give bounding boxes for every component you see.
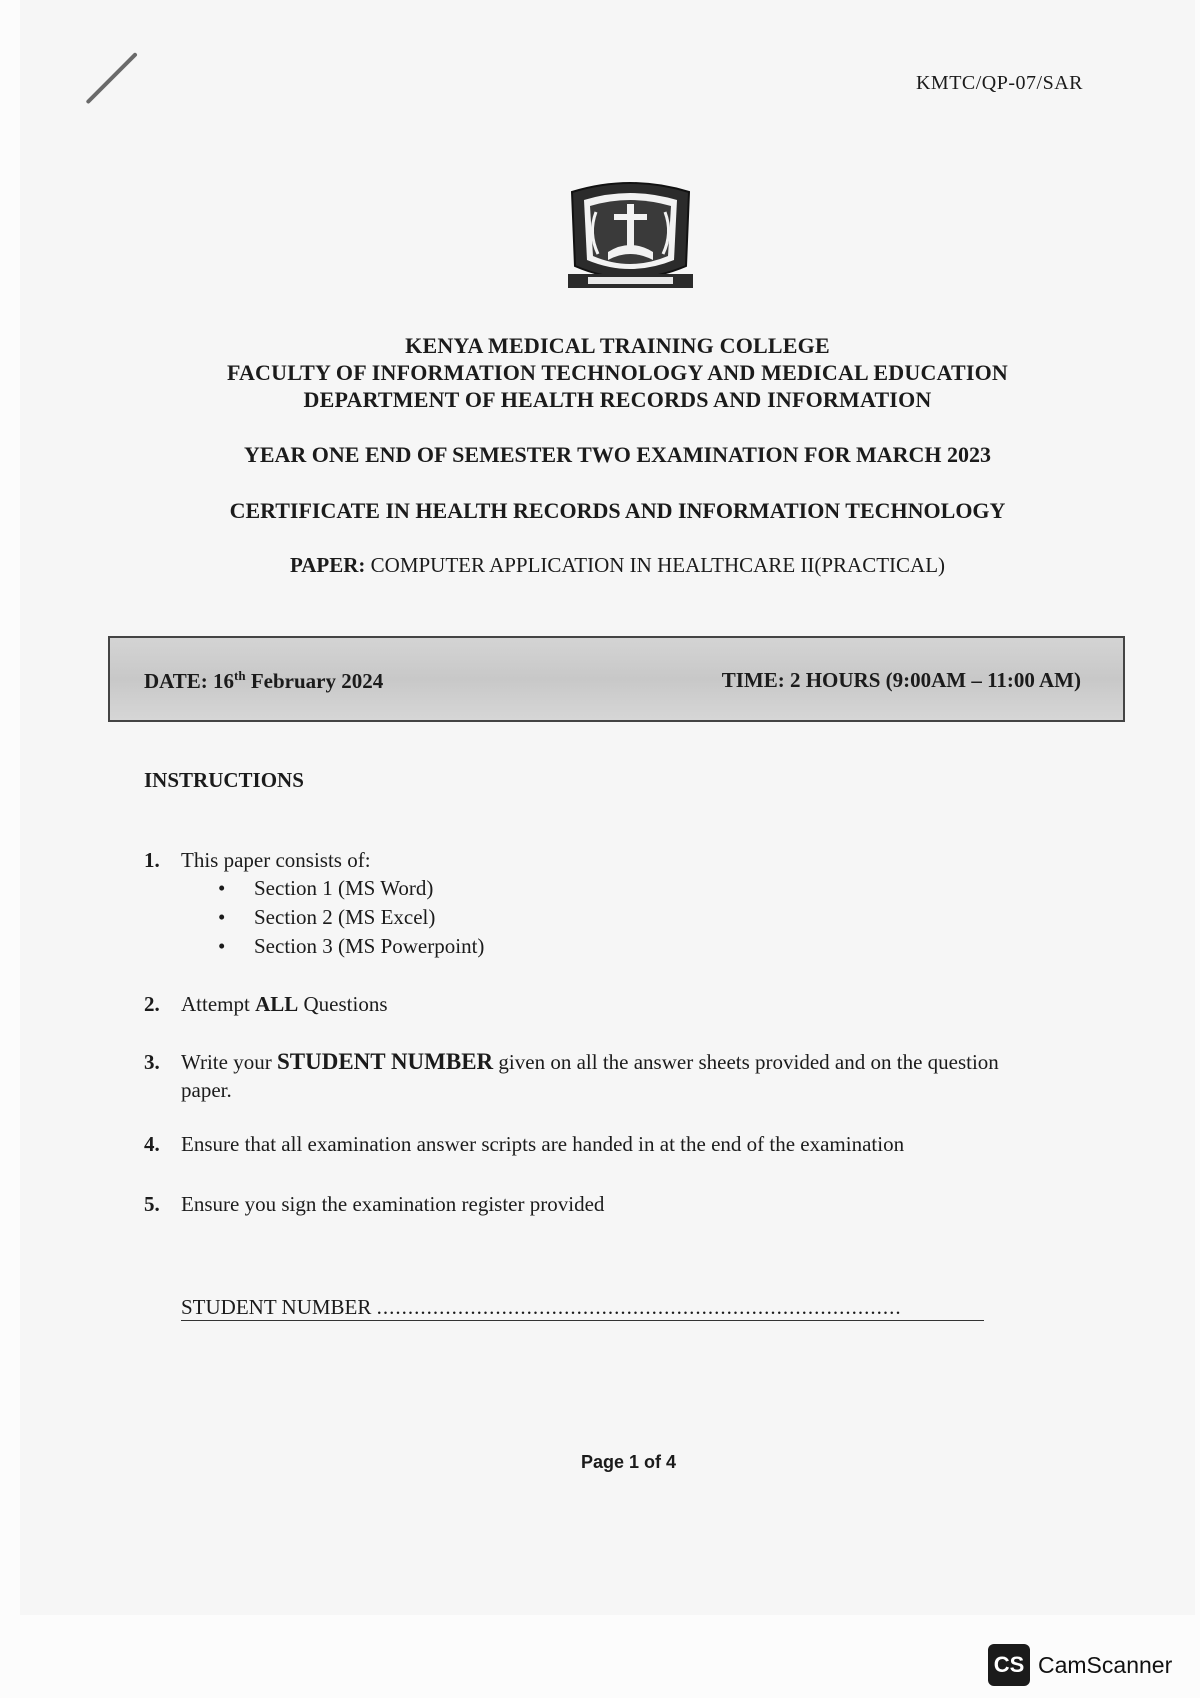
instruction-item: 3. Write your STUDENT NUMBER given on all the answer sheets provided and on the question paper. — [144, 1049, 999, 1102]
certificate-title: CERTIFICATE IN HEALTH RECORDS AND INFORMATION TECHNOLOGY — [229, 498, 1006, 523]
sections-list — [218, 874, 484, 961]
camscanner-icon: CS — [988, 1644, 1030, 1686]
student-number-label: STUDENT NUMBER — [181, 1295, 372, 1319]
student-number-field[interactable] — [181, 1295, 984, 1321]
instruction-item: 2. Attempt ALL Questions — [144, 992, 388, 1016]
instructions-heading: INSTRUCTIONS — [144, 768, 304, 792]
instruction-item: 4. Ensure that all examination answer scripts are handed in at the end of the examination — [144, 1132, 905, 1156]
faculty-name: FACULTY OF INFORMATION TECHNOLOGY AND MEDICAL EDUCATION — [226, 360, 1009, 385]
institution-heading — [0, 332, 1200, 413]
instruction-item: 1. This paper consists of: — [144, 848, 371, 872]
section-item: • Section 1 (MS Word) — [218, 874, 484, 903]
kmtc-crest-logo — [558, 178, 703, 293]
camscanner-watermark — [988, 1643, 1172, 1687]
exam-title: YEAR ONE END OF SEMESTER TWO EXAMINATION FOR MARCH 2023 — [243, 442, 992, 467]
camscanner-name: CamScanner — [1038, 1651, 1173, 1678]
paper-name: COMPUTER APPLICATION IN HEALTHCARE II(PRACTICAL) — [370, 553, 946, 577]
document-reference-code: KMTC/QP-07/SAR — [915, 72, 1083, 94]
student-number-dots: .................................................................................... — [376, 1295, 902, 1319]
department-name: DEPARTMENT OF HEALTH RECORDS AND INFORMATION — [303, 387, 932, 412]
instruction-item: 5. Ensure you sign the examination register provided — [144, 1192, 605, 1216]
exam-time: TIME: 2 HOURS (9:00AM – 11:00 AM) — [721, 668, 1081, 692]
paper-label: PAPER: — [289, 553, 366, 577]
exam-date: DATE: 16th February 2024 — [144, 668, 384, 693]
page-number: Page 1 of 4 — [580, 1452, 677, 1472]
section-item: • Section 2 (MS Excel) — [218, 903, 484, 932]
institution-name: KENYA MEDICAL TRAINING COLLEGE — [405, 333, 830, 358]
date-time-box — [108, 636, 1125, 722]
paper-title — [0, 553, 1200, 578]
section-item: • Section 3 (MS Powerpoint) — [218, 932, 484, 961]
